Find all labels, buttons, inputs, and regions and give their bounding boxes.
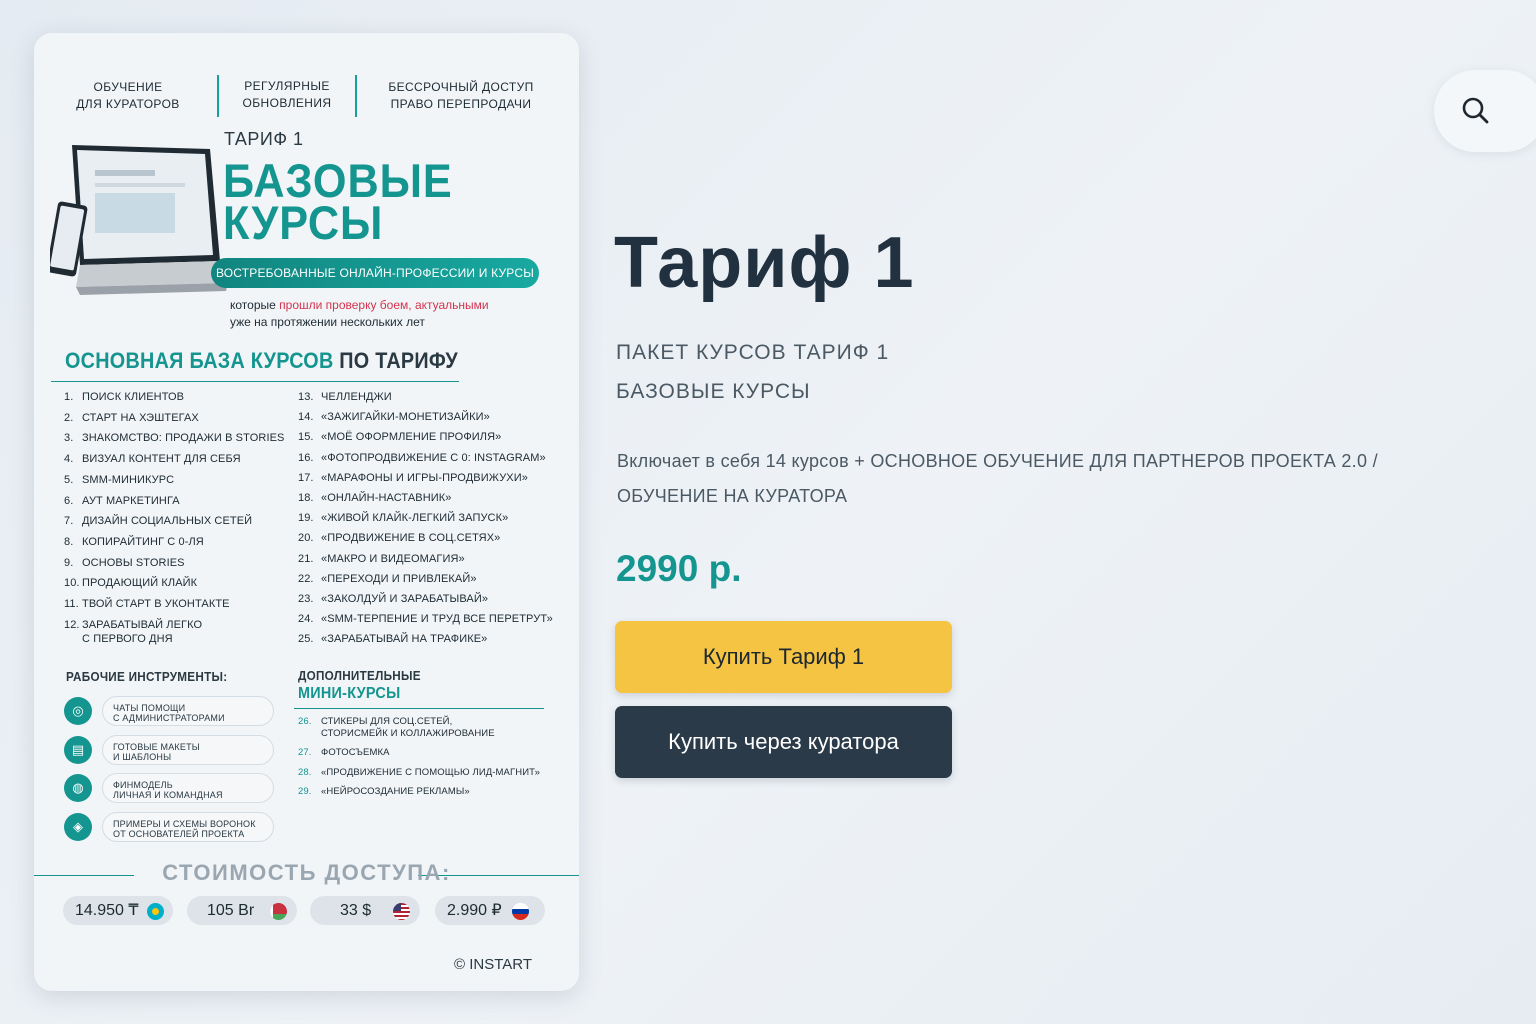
poster-headline: БАЗОВЫЕ xyxy=(223,154,453,207)
laptop-illustration xyxy=(50,145,230,297)
product-subtitle: ПАКЕТ КУРСОВ ТАРИФ 1 xyxy=(616,341,890,364)
list-item: 26. СТИКЕРЫ ДЛЯ СОЦ.СЕТЕЙ, xyxy=(298,716,453,727)
list-item: 27. ФОТОСЪЕМКА xyxy=(298,747,390,758)
list-item: 23. «ЗАКОЛДУЙ И ЗАРАБАТЫВАЙ» xyxy=(298,593,489,605)
extra-list xyxy=(298,716,568,806)
poster-desc: уже на протяжении нескольких лет xyxy=(230,315,425,329)
list-item: 8. КОПИРАЙТИНГ С 0-ЛЯ xyxy=(64,535,204,548)
list-item: 24. «SMM-ТЕРПЕНИЕ И ТРУД ВСЕ ПЕРЕТРУТ» xyxy=(298,613,553,626)
list-item: 12. ЗАРАБАТЫВАЙ ЛЕГКО xyxy=(64,618,203,631)
list-item: 21. «МАКРО И ВИДЕОМАГИЯ» xyxy=(298,552,465,565)
list-item: 10. ПРОДАЮЩИЙ КЛАЙК xyxy=(64,577,198,590)
list-item: 20. «ПРОДВИЖЕНИЕ В СОЦ.СЕТЯХ» xyxy=(298,532,501,545)
buy-button[interactable]: Купить Тариф 1 xyxy=(615,621,952,693)
list-item: 2. СТАРТ НА ХЭШТЕГАХ xyxy=(64,411,199,424)
funnel-icon: ◈ xyxy=(64,813,92,841)
list-item: 17. «МАРАФОНЫ И ИГРЫ-ПРОДВИЖУХИ» xyxy=(298,471,528,484)
list-item: 7. ДИЗАЙН СОЦИАЛЬНЫХ СЕТЕЙ xyxy=(64,515,253,528)
product-includes: ОБУЧЕНИЕ НА КУРАТОРА xyxy=(617,486,848,506)
by-flag-icon xyxy=(270,903,287,920)
list-item: 28. «ПРОДВИЖЕНИЕ С ПОМОЩЬЮ ЛИД-МАГНИТ» xyxy=(298,766,541,778)
tool-pill: ЧАТЫ ПОМОЩИ С АДМИНИСТРАТОРАМИ xyxy=(102,696,274,726)
list-item: 11. ТВОЙ СТАРТ В УКОНТАКТЕ xyxy=(64,598,230,610)
buy-via-curator-button[interactable]: Купить через куратора xyxy=(615,706,952,778)
divider xyxy=(294,708,544,709)
list-item: 16. «ФОТОПРОДВИЖЕНИЕ С 0: INSTAGRAM» xyxy=(298,451,546,464)
tool-pill: ПРИМЕРЫ И СХЕМЫ ВОРОНОК ОТ ОСНОВАТЕЛЕЙ ПРОЕКТА xyxy=(102,812,274,842)
search-button[interactable] xyxy=(1434,70,1536,152)
product-price: 2990 р. xyxy=(616,548,742,589)
product-includes: Включает в себя 14 курсов + ОСНОВНОЕ ОБУЧЕНИЕ ДЛЯ ПАРТНЕРОВ ПРОЕКТА 2.0 / xyxy=(617,451,1378,471)
list-item: СТОРИСМЕЙК И КОЛЛАЖИРОВАНИЕ xyxy=(321,728,495,739)
tools-title: РАБОЧИЕ ИНСТРУМЕНТЫ: xyxy=(66,669,228,684)
list-item: 3. ЗНАКОМСТВО: ПРОДАЖИ В STORIES xyxy=(64,432,285,445)
tools-list xyxy=(34,697,294,847)
price-usd: 33 $ xyxy=(310,896,420,925)
course-list-right xyxy=(298,391,568,651)
price-kzt: 14.950 ₸ xyxy=(63,896,173,925)
poster-tarif-label: ТАРИФ 1 xyxy=(224,129,304,149)
list-item: 13. ЧЕЛЛЕНДЖИ xyxy=(298,391,392,403)
divider xyxy=(51,381,459,382)
page-title: Тариф 1 xyxy=(614,223,915,303)
product-image-poster[interactable] xyxy=(34,33,579,991)
course-list-left xyxy=(64,391,304,651)
product-subtitle: БАЗОВЫЕ КУРСЫ xyxy=(616,380,811,403)
list-item: 4. ВИЗУАЛ КОНТЕНТ ДЛЯ СЕБЯ xyxy=(64,453,241,466)
list-item: 19. «ЖИВОЙ КЛАЙК-ЛЕГКИЙ ЗАПУСК» xyxy=(298,512,509,525)
feature-access: БЕССРОЧНЫЙ ДОСТУП ПРАВО ПЕРЕПРОДАЧИ xyxy=(388,80,534,111)
template-icon: ▤ xyxy=(64,736,92,764)
poster-desc: которые прошли проверку боем, актуальными xyxy=(230,298,489,312)
price-rub: 2.990 ₽ xyxy=(435,896,545,925)
price-byn: 105 Br xyxy=(187,896,297,925)
list-item: 18. «ОНЛАЙН-НАСТАВНИК» xyxy=(298,492,452,504)
list-item: 22. «ПЕРЕХОДИ И ПРИВЛЕКАЙ» xyxy=(298,572,477,585)
search-icon xyxy=(1460,95,1490,125)
finance-icon: ◍ xyxy=(64,774,92,802)
extra-title: ДОПОЛНИТЕЛЬНЫЕ xyxy=(298,668,421,683)
chat-icon: ◎ xyxy=(64,697,92,725)
poster-headline: КУРСЫ xyxy=(223,196,384,249)
cost-title: СТОИМОСТЬ ДОСТУПА: xyxy=(162,860,451,885)
tool-pill: ФИНМОДЕЛЬ ЛИЧНАЯ И КОМАНДНАЯ xyxy=(102,773,274,803)
list-item: 14. «ЗАЖИГАЙКИ-МОНЕТИЗАЙКИ» xyxy=(298,411,490,424)
list-item: С ПЕРВОГО ДНЯ xyxy=(82,632,173,645)
list-item: 6. АУТ МАРКЕТИНГА xyxy=(64,494,180,507)
list-item: 15. «МОЁ ОФОРМЛЕНИЕ ПРОФИЛЯ» xyxy=(298,431,502,444)
poster-section-title: ОСНОВНАЯ БАЗА КУРСОВ ПО ТАРИФУ xyxy=(65,348,458,373)
poster-pill: ВОСТРЕБОВАННЫЕ ОНЛАЙН-ПРОФЕССИИ И КУРСЫ xyxy=(211,258,539,288)
list-item: 29. «НЕЙРОСОЗДАНИЕ РЕКЛАМЫ» xyxy=(298,786,470,797)
feature-updates: РЕГУЛЯРНЫЕ ОБНОВЛЕНИЯ xyxy=(242,79,332,110)
ru-flag-icon xyxy=(512,903,529,920)
feature-training: ОБУЧЕНИЕ ДЛЯ КУРАТОРОВ xyxy=(76,80,180,111)
list-item: 1. ПОИСК КЛИЕНТОВ xyxy=(64,391,185,403)
copyright: © INSTART xyxy=(454,956,533,973)
tool-pill: ГОТОВЫЕ МАКЕТЫ И ШАБЛОНЫ xyxy=(102,735,274,765)
extra-title: МИНИ-КУРСЫ xyxy=(298,685,401,702)
list-item: 9. ОСНОВЫ STORIES xyxy=(64,556,185,569)
list-item: 25. «ЗАРАБАТЫВАЙ НА ТРАФИКЕ» xyxy=(298,633,488,646)
list-item: 5. SMM-МИНИКУРС xyxy=(64,473,175,486)
us-flag-icon xyxy=(393,903,410,920)
kz-flag-icon xyxy=(147,903,164,920)
divider xyxy=(355,75,357,117)
